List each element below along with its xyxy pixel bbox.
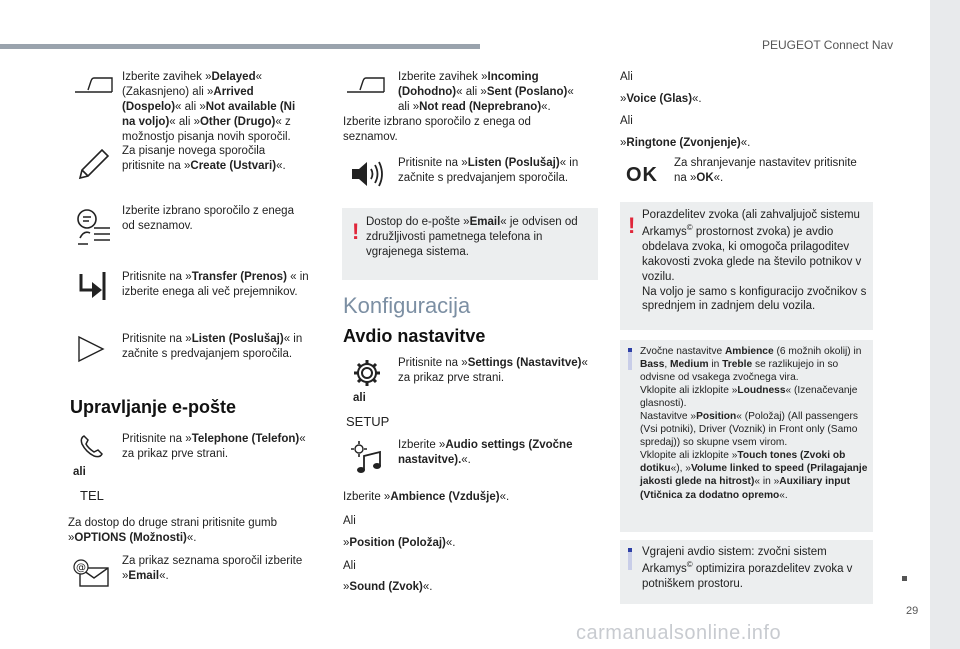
page-header: PEUGEOT Connect Nav xyxy=(762,38,894,52)
ali-label: Ali xyxy=(620,71,633,83)
col2-item-incoming: Izberite zavihek »Incoming (Dohodno)« ali »Sent (Poslano)« ali »Not read (Neprebrano)«. xyxy=(398,71,574,113)
ali-label: Ali xyxy=(620,115,633,127)
section-title-konfiguracija: Konfiguracija xyxy=(343,293,471,318)
sound-distribution-warning-text: Porazdelitev zvoka (ali zahvaljujoč sistemu Arkamys© prostornost zvoka) je avdio obdelava zvoka, ki omogoča prilagoditev kakovosti zvoka glede na število potnikov v vozilu. Na voljo je samo s konfiguracijo zvočnikov s sprednjem in zadnjem delu vozila. xyxy=(642,209,867,313)
col1-item-create: Za pisanje novega sporočila pritisnite na »Create (Ustvari)«. xyxy=(122,145,286,172)
ali-label: Ali xyxy=(343,560,356,572)
col1-item-telephone: Pritisnite na »Telephone (Telefon)« za prikaz prve strani. xyxy=(122,433,306,460)
audio-settings-info-text: Zvočne nastavitve Ambience (6 možnih okolij) in Bass, Medium in Treble se razlikujejo in so odvisne od vsakega zvočnega vira. Vklopite ali izklopite »Loudness« (Izenačevanje glasnosti). Nastavitve »Position« (Položaj) (All passengers (Vsi potniki), Driver (Voznik) in Front only (Samo spredaj)) so skupne vsem virom. Vklopite ali izklopite »Touch tones (Zvoki ob dotiku«), »Volume linked to speed (Prilagajanje jakosti glede na hitrost)« in »Auxiliary input (Vtičnica za dodatno opremo«. xyxy=(640,346,868,501)
warning-icon: ! xyxy=(628,213,636,238)
list-select-icon xyxy=(74,206,112,246)
watermark: carmanualsonline.info xyxy=(576,622,782,644)
col2-item-listen: Pritisnite na »Listen (Poslušaj)« in začnite s predvajanjem sporočila. xyxy=(398,157,579,184)
ali-label: ali xyxy=(353,392,366,404)
transfer-icon xyxy=(78,270,108,302)
ali-label: Ali xyxy=(343,515,356,527)
col2-select-paragraph: Izberite izbrano sporočilo z enega od seznamov. xyxy=(343,116,531,143)
warning-icon: ! xyxy=(352,219,360,244)
col2-item-audio-settings: Izberite »Audio settings (Zvočne nastavitve).«. xyxy=(398,439,573,466)
speaker-icon xyxy=(350,160,384,188)
tab-icon xyxy=(74,76,114,94)
page-side-strip xyxy=(930,0,960,649)
col3-ok-text: Za shranjevanje nastavitev pritisnite na »OK«. xyxy=(674,157,857,184)
svg-text:@: @ xyxy=(76,562,86,574)
col2-item-settings: Pritisnite na »Settings (Nastavitve)« za prikaz prve strani. xyxy=(398,357,588,384)
col1-item-delayed: Izberite zavihek »Delayed« (Zakasnjeno) ali »Arrived (Dospelo)« ali »Not available (Ni na voljo)« ali »Other (Drugo)« z možnostjo pisanja novih sporočil. xyxy=(122,71,296,143)
col1-item-transfer: Pritisnite na »Transfer (Prenos) « in izberite enega ali več prejemnikov. xyxy=(122,271,309,298)
setup-button-label: SETUP xyxy=(346,414,390,429)
col1-item-listen: Pritisnite na »Listen (Poslušaj)« in začnite s predvajanjem sporočila. xyxy=(122,333,303,360)
settings-gear-icon xyxy=(352,358,382,388)
pencil-icon xyxy=(76,146,110,182)
section-title-email: Upravljanje e-pošte xyxy=(70,397,237,417)
ali-label: ali xyxy=(73,466,86,478)
arkamys-info-text: Vgrajeni avdio sistem: zvočni sistem Arkamys© optimizira porazdelitev zvoka v potniškem prostoru. xyxy=(642,546,853,590)
tab-icon xyxy=(346,76,386,94)
section-title-audio: Avdio nastavitve xyxy=(343,326,486,346)
email-warning-text: Dostop do e-pošte »Email« je odvisen od združljivosti pametnega telefona in vgrajenega sistema. xyxy=(366,216,578,258)
col2-ambience: Izberite »Ambience (Vzdušje)«. xyxy=(343,491,510,503)
section-marker xyxy=(902,576,907,581)
phone-icon xyxy=(78,432,106,460)
audio-settings-icon xyxy=(350,440,384,476)
col2-position: »Position (Položaj)«. xyxy=(343,537,456,549)
col1-options-paragraph: Za dostop do druge strani pritisnite gumb »OPTIONS (Možnosti)«. xyxy=(68,517,278,544)
ok-icon: OK xyxy=(626,164,658,186)
info-icon xyxy=(628,548,632,570)
page-number: 29 xyxy=(906,605,919,617)
col2-sound: »Sound (Zvok)«. xyxy=(343,581,433,593)
col1-item-email: Za prikaz seznama sporočil izberite »Email«. xyxy=(122,555,303,582)
col3-voice: »Voice (Glas)«. xyxy=(620,93,702,105)
info-icon xyxy=(628,348,632,370)
email-icon xyxy=(72,558,112,588)
col3-ringtone: »Ringtone (Zvonjenje)«. xyxy=(620,137,751,149)
play-icon xyxy=(76,334,106,364)
header-accent-bar xyxy=(0,44,480,49)
col1-item-select: Izberite izbrano sporočilo z enega od seznamov. xyxy=(122,205,294,232)
tel-button-label: TEL xyxy=(80,488,104,503)
